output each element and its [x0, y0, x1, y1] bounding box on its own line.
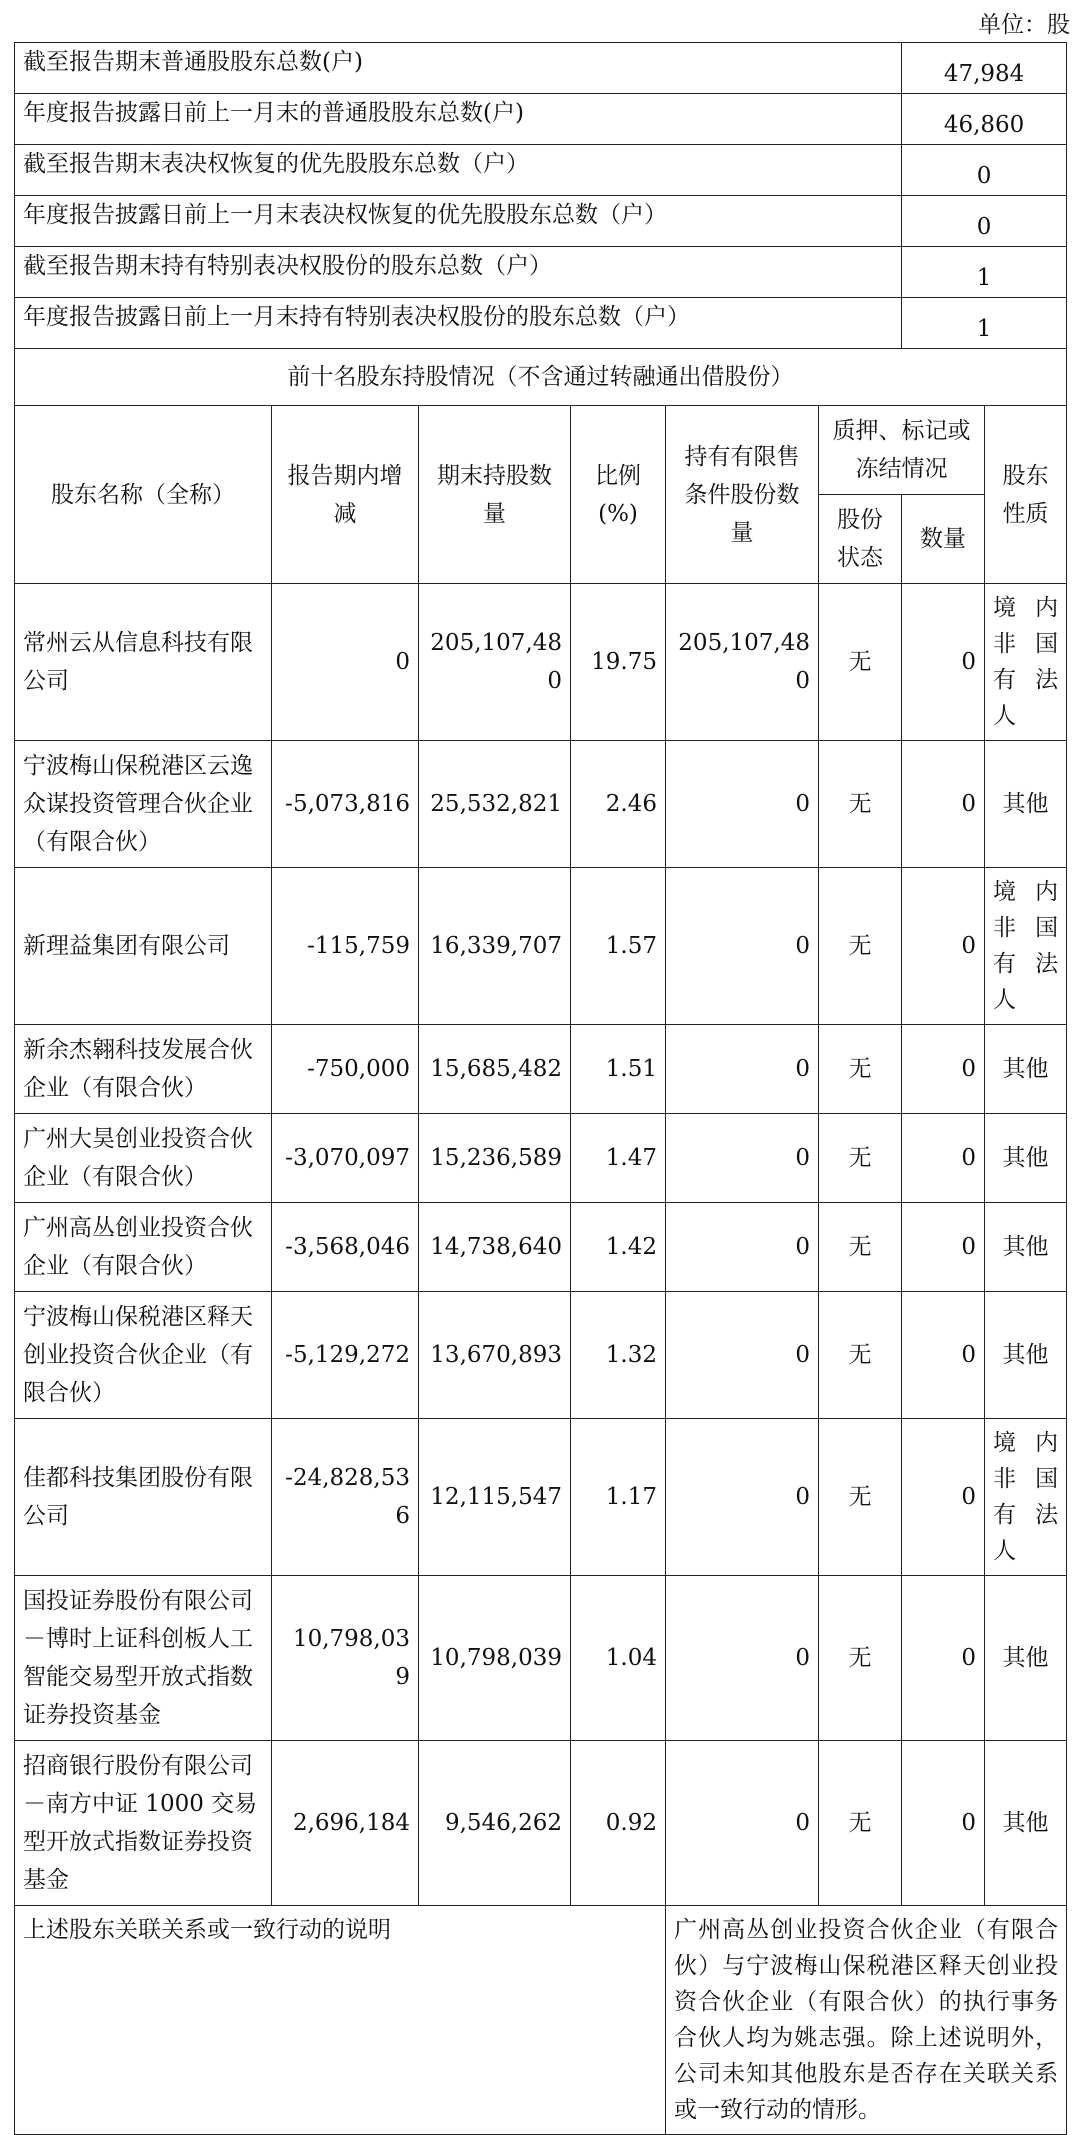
holder-restricted: 0 — [666, 1025, 819, 1114]
header-held: 期末持股数量 — [419, 406, 571, 584]
holder-ratio: 1.04 — [571, 1576, 666, 1741]
holder-nature: 其他 — [985, 1576, 1067, 1741]
header-pledge-group: 质押、标记或冻结情况 — [819, 406, 985, 495]
holder-change: -750,000 — [272, 1025, 419, 1114]
holder-ratio: 0.92 — [571, 1741, 666, 1906]
summary-label: 年度报告披露日前上一月末的普通股股东总数(户) — [15, 94, 902, 145]
holder-held: 15,685,482 — [419, 1025, 571, 1114]
holder-name: 广州高丛创业投资合伙企业（有限合伙） — [15, 1203, 272, 1292]
table-row — [15, 1419, 1067, 1576]
header-ratio: 比例(%) — [571, 406, 666, 584]
holder-ratio: 1.32 — [571, 1292, 666, 1419]
holder-held: 205,107,480 — [419, 584, 571, 741]
holder-change: -115,759 — [272, 868, 419, 1025]
holder-pledge-qty: 0 — [902, 1203, 985, 1292]
summary-value: 1 — [902, 298, 1067, 349]
holder-pledge-status: 无 — [819, 1203, 902, 1292]
note-label: 上述股东关联关系或一致行动的说明 — [15, 1906, 666, 2135]
holder-pledge-status: 无 — [819, 1741, 902, 1906]
holder-name: 佳都科技集团股份有限公司 — [15, 1419, 272, 1576]
note-text: 广州高丛创业投资合伙企业（有限合伙）与宁波梅山保税港区释天创业投资合伙企业（有限合伙）的执行事务合伙人均为姚志强。除上述说明外，公司未知其他股东是否存在关联关系或一致行动的情形。 — [666, 1906, 1067, 2135]
summary-value: 1 — [902, 247, 1067, 298]
holder-pledge-status: 无 — [819, 1292, 902, 1419]
holder-pledge-qty: 0 — [902, 1741, 985, 1906]
holder-ratio: 1.17 — [571, 1419, 666, 1576]
table-row — [15, 584, 1067, 741]
holder-change: 0 — [272, 584, 419, 741]
holder-restricted: 205,107,480 — [666, 584, 819, 741]
holder-nature: 其他 — [985, 1741, 1067, 1906]
unit-label: 单位：股 — [978, 12, 1070, 38]
note-row — [15, 1906, 1067, 2135]
holder-restricted: 0 — [666, 741, 819, 868]
summary-label: 截至报告期末持有特别表决权股份的股东总数（户） — [15, 247, 902, 298]
header-row — [15, 406, 1067, 495]
holder-name: 广州大昊创业投资合伙企业（有限合伙） — [15, 1114, 272, 1203]
holder-pledge-qty: 0 — [902, 1025, 985, 1114]
holder-pledge-qty: 0 — [902, 1576, 985, 1741]
holder-nature: 境内非国有法人 — [985, 1419, 1067, 1576]
summary-row — [15, 145, 1067, 196]
summary-value: 0 — [902, 145, 1067, 196]
holder-pledge-qty: 0 — [902, 1419, 985, 1576]
holder-name: 宁波梅山保税港区释天创业投资合伙企业（有限合伙） — [15, 1292, 272, 1419]
holder-ratio: 1.57 — [571, 868, 666, 1025]
holder-change: 2,696,184 — [272, 1741, 419, 1906]
summary-row — [15, 298, 1067, 349]
section-title: 前十名股东持股情况（不含通过转融通出借股份） — [15, 349, 1067, 406]
holder-restricted: 0 — [666, 1292, 819, 1419]
summary-row — [15, 43, 1067, 94]
holder-change: -5,073,816 — [272, 741, 419, 868]
section-title-row — [15, 349, 1067, 406]
holder-ratio: 1.42 — [571, 1203, 666, 1292]
holder-held: 16,339,707 — [419, 868, 571, 1025]
summary-value: 47,984 — [902, 43, 1067, 94]
holder-restricted: 0 — [666, 1419, 819, 1576]
table-row — [15, 868, 1067, 1025]
holder-change: -3,568,046 — [272, 1203, 419, 1292]
holder-held: 13,670,893 — [419, 1292, 571, 1419]
table-row — [15, 741, 1067, 868]
holder-pledge-qty: 0 — [902, 1292, 985, 1419]
holder-nature: 境内非国有法人 — [985, 868, 1067, 1025]
holder-held: 9,546,262 — [419, 1741, 571, 1906]
holder-pledge-qty: 0 — [902, 741, 985, 868]
shareholder-table — [14, 42, 1067, 2135]
holder-ratio: 1.47 — [571, 1114, 666, 1203]
header-change: 报告期内增减 — [272, 406, 419, 584]
holder-pledge-status: 无 — [819, 741, 902, 868]
holder-ratio: 1.51 — [571, 1025, 666, 1114]
holder-held: 12,115,547 — [419, 1419, 571, 1576]
table-row — [15, 1292, 1067, 1419]
summary-value: 46,860 — [902, 94, 1067, 145]
holder-change: 10,798,039 — [272, 1576, 419, 1741]
holder-pledge-qty: 0 — [902, 1114, 985, 1203]
holder-name: 新余杰翱科技发展合伙企业（有限合伙） — [15, 1025, 272, 1114]
holder-change: -5,129,272 — [272, 1292, 419, 1419]
summary-row — [15, 94, 1067, 145]
summary-row — [15, 196, 1067, 247]
header-nature: 股东性质 — [985, 406, 1067, 584]
summary-row — [15, 247, 1067, 298]
holder-pledge-status: 无 — [819, 1025, 902, 1114]
table-row — [15, 1576, 1067, 1741]
holder-nature: 其他 — [985, 1114, 1067, 1203]
holder-restricted: 0 — [666, 1203, 819, 1292]
holder-restricted: 0 — [666, 1114, 819, 1203]
header-pledge-status: 股份状态 — [819, 495, 902, 584]
summary-value: 0 — [902, 196, 1067, 247]
holder-restricted: 0 — [666, 1576, 819, 1741]
holder-nature: 其他 — [985, 1203, 1067, 1292]
holder-change: -3,070,097 — [272, 1114, 419, 1203]
holder-nature: 境内非国有法人 — [985, 584, 1067, 741]
holder-change: -24,828,536 — [272, 1419, 419, 1576]
holder-held: 15,236,589 — [419, 1114, 571, 1203]
holder-nature: 其他 — [985, 1292, 1067, 1419]
holder-pledge-status: 无 — [819, 1114, 902, 1203]
holder-pledge-qty: 0 — [902, 584, 985, 741]
holder-pledge-status: 无 — [819, 1576, 902, 1741]
holder-pledge-qty: 0 — [902, 868, 985, 1025]
summary-label: 截至报告期末普通股股东总数(户) — [15, 43, 902, 94]
holder-pledge-status: 无 — [819, 584, 902, 741]
table-row — [15, 1741, 1067, 1906]
holder-name: 新理益集团有限公司 — [15, 868, 272, 1025]
holder-held: 25,532,821 — [419, 741, 571, 868]
holder-name: 招商银行股份有限公司－南方中证 1000 交易型开放式指数证券投资基金 — [15, 1741, 272, 1906]
holder-nature: 其他 — [985, 1025, 1067, 1114]
table-row — [15, 1203, 1067, 1292]
summary-label: 截至报告期末表决权恢复的优先股股东总数（户） — [15, 145, 902, 196]
table-row — [15, 1025, 1067, 1114]
holder-ratio: 2.46 — [571, 741, 666, 868]
holder-ratio: 19.75 — [571, 584, 666, 741]
table-row — [15, 1114, 1067, 1203]
holder-nature: 其他 — [985, 741, 1067, 868]
header-pledge-qty: 数量 — [902, 495, 985, 584]
table-body — [15, 43, 1067, 2135]
holder-name: 国投证券股份有限公司－博时上证科创板人工智能交易型开放式指数证券投资基金 — [15, 1576, 272, 1741]
summary-label: 年度报告披露日前上一月末表决权恢复的优先股股东总数（户） — [15, 196, 902, 247]
holder-name: 宁波梅山保税港区云逸众谋投资管理合伙企业（有限合伙） — [15, 741, 272, 868]
header-restricted: 持有有限售条件股份数量 — [666, 406, 819, 584]
holder-held: 10,798,039 — [419, 1576, 571, 1741]
holder-name: 常州云从信息科技有限公司 — [15, 584, 272, 741]
holder-restricted: 0 — [666, 1741, 819, 1906]
holder-pledge-status: 无 — [819, 868, 902, 1025]
summary-label: 年度报告披露日前上一月末持有特别表决权股份的股东总数（户） — [15, 298, 902, 349]
holder-pledge-status: 无 — [819, 1419, 902, 1576]
header-name: 股东名称（全称） — [15, 406, 272, 584]
holder-held: 14,738,640 — [419, 1203, 571, 1292]
holder-restricted: 0 — [666, 868, 819, 1025]
